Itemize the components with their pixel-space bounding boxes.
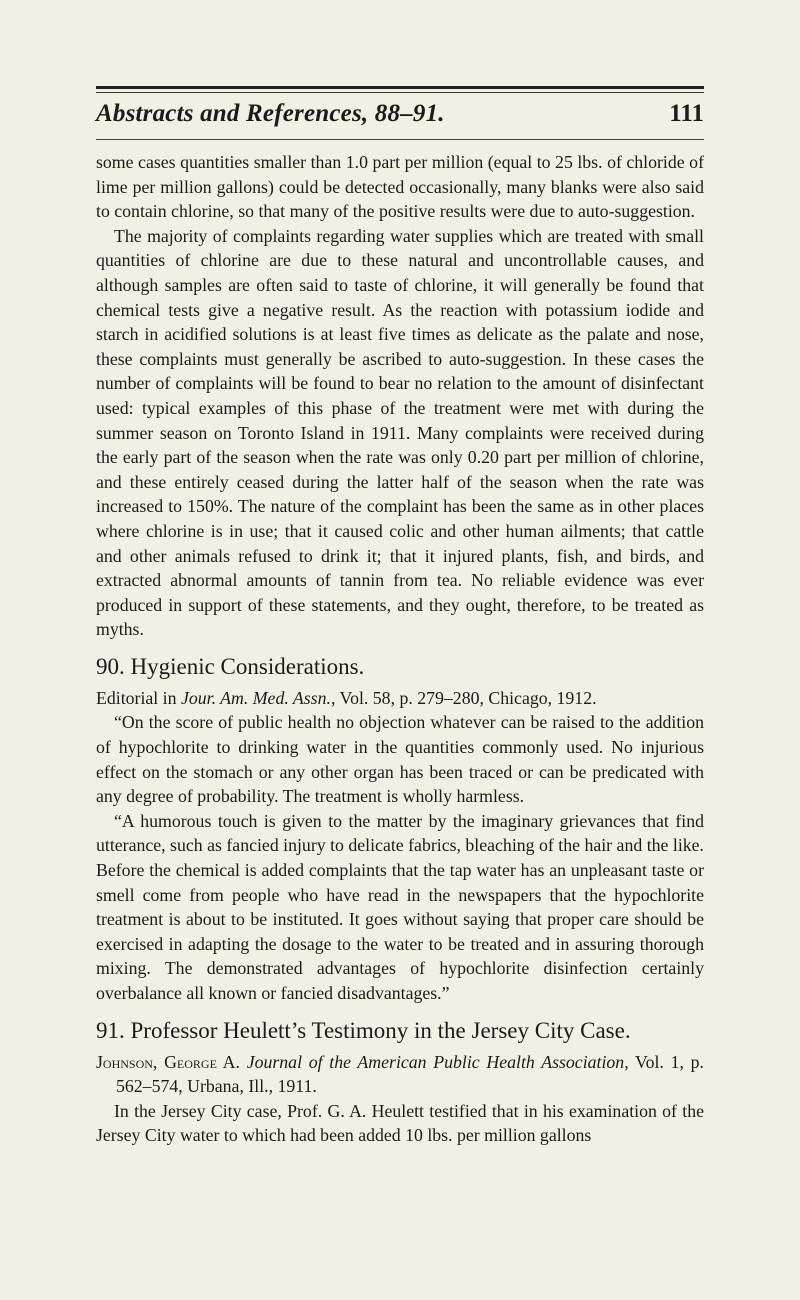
paragraph: The majority of complaints regarding water supplies which are treated with small quantities of chlorine are due to these natural and uncontrollable causes, and although samples are often said to taste of chlorine, it will generally be found that chemical tests give a negative result. As the reaction with potassium iodide and starch in acidified solutions is at least five times as delicate as the palate and nose, these complaints must generally be ascribed to auto-suggestion. In these cases the number of complaints will be found to bear no relation to the amount of disinfectant used: typical examples of this phase of the treatment were met with during the summer season on Toronto Island in 1911. Many complaints were received during the early part of the season when the rate was only 0.20 part per million of chlorine, and these entirely ceased during the latter half of the season when the rate was increased to 150%. The nature of the complaint has been the same as in other places where chlorine is in use; that it caused colic and other human ailments; that cattle and other animals refused to drink it; that it injured plants, fish, and birds, and extracted abnormal amounts of tannin from tea. No reliable evidence was ever produced in support of these statements, and they ought, therefore, to be treated as myths. bbox=[96, 225, 704, 640]
citation-90 bbox=[96, 686, 704, 711]
header-rule-thick bbox=[96, 86, 704, 89]
paragraph: In the Jersey City case, Prof. G. A. Heulett testified that in his examination of the Jersey City water to which had been added 10 lbs. per million gallons bbox=[96, 1100, 704, 1146]
citation-journal: Journal of the American Public Health Association, bbox=[246, 1051, 629, 1072]
header-underline bbox=[96, 139, 704, 140]
citation-details: Vol. 1, p. 562–574, Urbana, Ill., 1911. bbox=[116, 1051, 704, 1097]
citation-details: , Vol. 58, p. 279–280, Chicago, 1912. bbox=[330, 687, 597, 708]
quote-paragraph: “A humorous touch is given to the matter by the imaginary grievances that find utterance, such as fancied injury to delicate fabrics, bleaching of the hair and the like. Before the chemical is added complaints that the tap water has an unpleasant taste or smell come from people who have read in the newspapers that the hypochlorite treatment is about to be instituted. It goes without saying that proper care should be exercised in adapting the dosage to the water to be treated and in assuring thorough mixing. The demonstrated advantages of hypochlorite disinfection certainly overbalance all known or fancied disadvantages.” bbox=[96, 810, 704, 1003]
page-number: 111 bbox=[669, 100, 704, 127]
citation-author: Johnson, George A. bbox=[96, 1051, 240, 1072]
header-rule-thin bbox=[96, 92, 704, 93]
citation-journal: Jour. Am. Med. Assn. bbox=[180, 687, 331, 708]
section-heading-90: 90. Hygienic Considerations. bbox=[96, 653, 365, 679]
quote-paragraph: “On the score of public health no objection whatever can be raised to the addition of hypochlorite to drinking water in the quantities commonly used. No injurious effect on the stomach or any other organ has been traced or can be predicated with any degree of probability. The treatment is wholly harmless. bbox=[96, 712, 704, 807]
running-header bbox=[96, 100, 704, 134]
running-title: Abstracts and References, 88–91. bbox=[96, 100, 445, 127]
citation-prefix: Editorial in bbox=[96, 687, 181, 708]
page-body bbox=[96, 150, 704, 1148]
citation-91 bbox=[96, 1050, 704, 1099]
section-heading-91: 91. Professor Heulett’s Testimony in the Jersey City Case. bbox=[96, 1017, 631, 1043]
paragraph-continued: some cases quantities smaller than 1.0 part per million (equal to 25 lbs. of chloride of lime per million gallons) could be detected occasionally, many blanks were also said to contain chlorine, so that many of the positive results were due to auto-suggestion. bbox=[96, 152, 704, 222]
